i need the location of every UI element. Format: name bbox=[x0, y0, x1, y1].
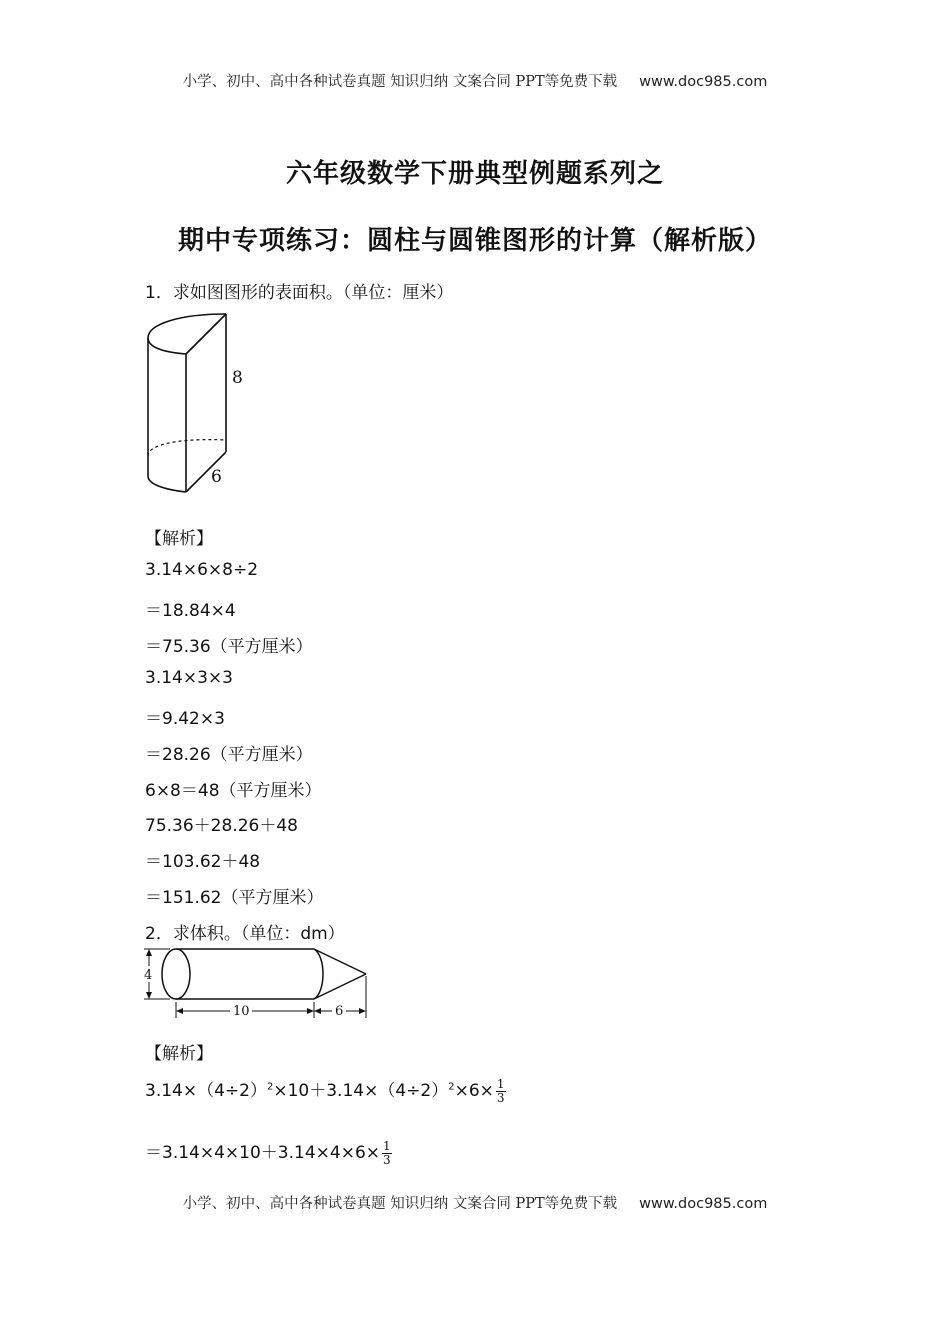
q2-diameter-label: 4 bbox=[144, 968, 153, 983]
q2-step-1-fraction bbox=[496, 1078, 506, 1105]
q2-cone-length-label: 6 bbox=[335, 1004, 344, 1019]
q1-step-9: ＝103.62＋48 bbox=[145, 852, 261, 872]
q2-cylinder-length-label: 10 bbox=[233, 1004, 250, 1019]
q2-analysis-label: 【解析】 bbox=[145, 1044, 213, 1064]
half-cylinder-figure bbox=[140, 308, 260, 498]
q1-step-4: 3.14×3×3 bbox=[145, 668, 233, 688]
fraction-numerator: 1 bbox=[383, 1138, 391, 1153]
cylinder-cone-figure bbox=[140, 944, 375, 1024]
q1-step-5: ＝9.42×3 bbox=[145, 709, 225, 729]
question-2: 2．求体积。（单位：dm） bbox=[145, 924, 345, 944]
title-line-2: 期中专项练习：圆柱与圆锥图形的计算（解析版） bbox=[177, 226, 772, 256]
page-header bbox=[0, 70, 950, 91]
q2-step-1-exponent-1: 2 bbox=[266, 1081, 274, 1093]
fraction-numerator: 1 bbox=[496, 1076, 505, 1091]
q2-step-1-part-a: 3.14×（4÷2） bbox=[145, 1081, 267, 1101]
title-line-1: 六年级数学下册典型例题系列之 bbox=[285, 159, 664, 189]
q1-step-2: ＝18.84×4 bbox=[145, 601, 236, 621]
q1-step-7: 6×8＝48（平方厘米） bbox=[145, 781, 322, 801]
fraction-denominator: 3 bbox=[383, 1152, 391, 1167]
q2-step-2-fraction bbox=[382, 1140, 392, 1167]
page-footer bbox=[0, 1192, 950, 1213]
q1-analysis-label: 【解析】 bbox=[145, 529, 213, 549]
q2-step-1 bbox=[145, 1076, 506, 1105]
question-1: 1．求如图图形的表面积。（单位：厘米） bbox=[145, 283, 454, 303]
q1-step-8: 75.36＋28.26＋48 bbox=[145, 816, 298, 836]
header-site[interactable]: www.doc985.com bbox=[639, 74, 768, 90]
fraction-denominator: 3 bbox=[496, 1090, 505, 1105]
q1-step-10: ＝151.62（平方厘米） bbox=[145, 888, 324, 908]
q1-height-label: 8 bbox=[232, 368, 243, 388]
footer-site[interactable]: www.doc985.com bbox=[639, 1196, 768, 1212]
q2-step-1-part-b: ×10＋3.14×（4÷2） bbox=[273, 1081, 449, 1101]
footer-text: 小学、初中、高中各种试卷真题 知识归纳 文案合同 PPT等免费下载 bbox=[182, 1196, 618, 1212]
q2-step-2 bbox=[145, 1138, 392, 1167]
q2-step-2-part-a: ＝3.14×4×10＋3.14×4×6× bbox=[145, 1143, 381, 1163]
header-text: 小学、初中、高中各种试卷真题 知识归纳 文案合同 PPT等免费下载 bbox=[182, 74, 618, 90]
q2-step-1-part-c: ×6× bbox=[454, 1081, 494, 1101]
q1-diameter-label: 6 bbox=[211, 467, 222, 487]
q1-step-3: ＝75.36（平方厘米） bbox=[145, 637, 313, 657]
q1-step-1: 3.14×6×8÷2 bbox=[145, 560, 259, 580]
q2-step-1-exponent-2: 2 bbox=[448, 1081, 455, 1093]
q1-step-6: ＝28.26（平方厘米） bbox=[145, 745, 313, 765]
